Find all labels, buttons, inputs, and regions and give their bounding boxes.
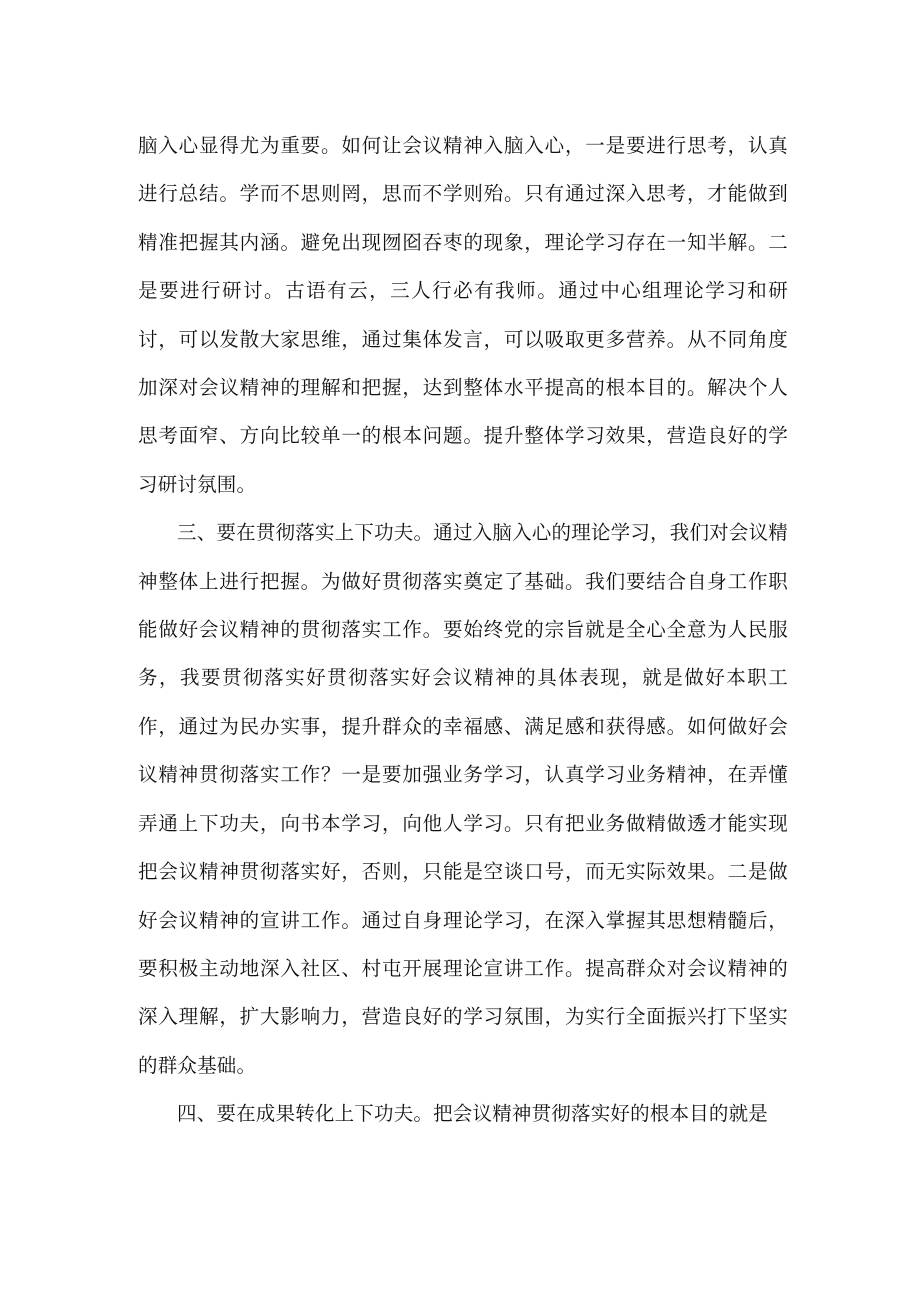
paragraph-section-three: 三、要在贯彻落实上下功夫。通过入脑入心的理论学习，我们对会议精神整体上进行把握。为做好贯彻落实奠定了基础。我们要结合自身工作职能做好会议精神的贯彻落实工作。要始终党的宗旨就是全心全意为人民服务，我要贯彻落实好贯彻落实好会议精神的具体表现，就是做好本职工作，通过为民办实事，提升群众的幸福感、满足感和获得感。如何做好会议精神贯彻落实工作？一是要加强业务学习，认真学习业务精神，在弄懂弄通上下功夫，向书本学习，向他人学习。只有把业务做精做透才能实现把会议精神贯彻落实好，否则，只能是空谈口号，而无实际效果。二是做好会议精神的宣讲工作。通过自身理论学习，在深入掌握其思想精髓后，要积极主动地深入社区、村屯开展理论宣讲工作。提高群众对会议精神的深入理解，扩大影响力，营造良好的学习氛围，为实行全面振兴打下坚实的群众基础。 (138, 521, 788, 1077)
paragraph-continued: 脑入心显得尤为重要。如何让会议精神入脑入心，一是要进行思考，认真进行总结。学而不思则罔，思而不学则殆。只有通过深入思考，才能做到精准把握其内涵。避免出现囫囵吞枣的现象，理论学习存在一知半解。二是要进行研讨。古语有云，三人行必有我师。通过中心组理论学习和研讨，可以发散大家思维，通过集体发言，可以吸取更多营养。从不同角度加深对会议精神的理解和把握，达到整体水平提高的根本目的。解决个人思考面窄、方向比较单一的根本问题。提升整体学习效果，营造良好的学习研讨氛围。 (138, 134, 788, 496)
document-body (138, 122, 788, 1139)
paragraph-section-four: 四、要在成果转化上下功夫。把会议精神贯彻落实好的根本目的就是 (177, 1102, 769, 1126)
